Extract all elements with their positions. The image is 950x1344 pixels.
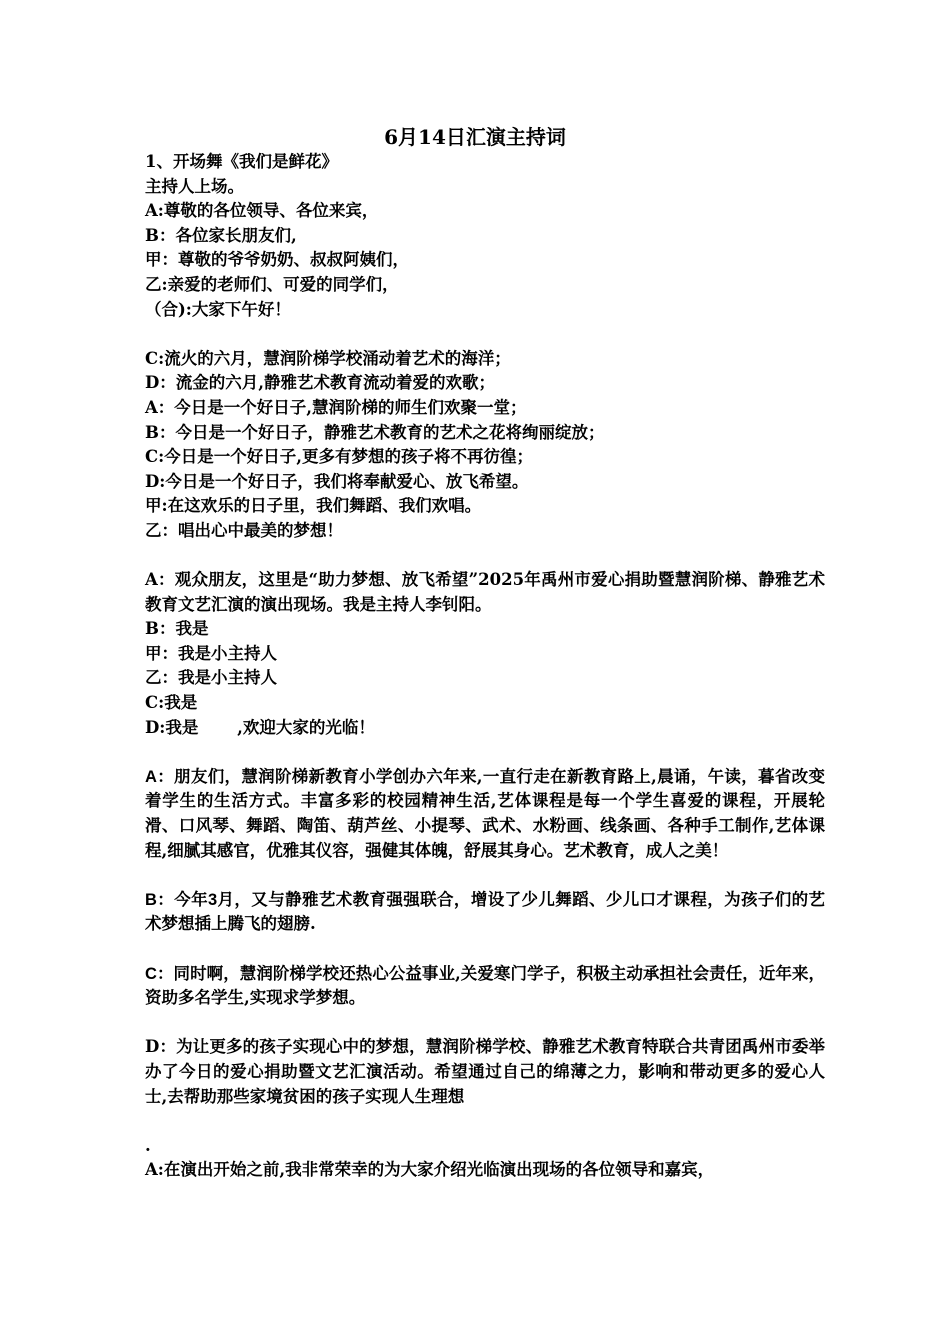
paragraph-text: ：朋友们，慧润阶梯新教育小学创办六年来,一直行走在新教育路上,晨诵，午读，暮省改变着学生的生活方式。丰富多彩的校园精神生活,艺体课程是每一个学生喜爱的课程，开展轮滑、口风琴、舞蹈、陶笛、葫芦丝、小提琴、武术、水粉画、线条画、各种手工制作,艺体课程,细腻其感官，优雅其仪容，强健其体魄，舒展其身心。艺术教育，成人之美！ — [145, 766, 825, 860]
script-paragraph — [145, 888, 825, 937]
script-line: C:今日是一个好日子,更多有梦想的孩子将不再彷徨； — [145, 447, 533, 467]
blank-line — [145, 544, 825, 569]
blank-line — [145, 937, 825, 962]
script-paragraph — [145, 765, 825, 863]
paragraph-text: 月，又与静雅艺术教育强强联合，增设了少儿舞蹈、少儿口才课程，为孩子们的艺术梦想插上腾飞的翅膀. — [145, 889, 826, 934]
script-line: B：今日是一个好日子，静雅艺术教育的艺术之花将绚丽绽放； — [145, 422, 605, 442]
script-line: 乙：唱出心中最美的梦想！ — [145, 520, 343, 540]
script-line: D:我是 ,欢迎大家的光临！ — [145, 717, 375, 737]
script-line: A:尊敬的各位领导、各位来宾， — [145, 201, 379, 221]
blank-line — [145, 322, 825, 347]
stage-direction: 主持人上场。 — [145, 176, 244, 196]
script-paragraph: A：观众朋友，这里是“助力梦想、放飞希望”2025年禹州市爱心捐助暨慧润阶梯、静雅艺术教育文艺汇演的演出现场。我是主持人李钊阳。 — [145, 570, 825, 614]
blank-line — [145, 1109, 825, 1134]
script-line: C:流火的六月，慧润阶梯学校涌动着艺术的海洋； — [145, 348, 511, 368]
speaker-label: A — [145, 767, 157, 786]
paragraph-number: 3 — [207, 890, 218, 909]
blank-line — [145, 863, 825, 888]
blank-line — [145, 740, 825, 765]
script-line: B：我是 — [145, 619, 209, 639]
script-paragraph: D：为让更多的孩子实现心中的梦想，慧润阶梯学校、静雅艺术教育特联合共青团禹州市委举办了今日的爱心捐助暨文艺汇演活动。希望通过自己的绵薄之力，影响和带动更多的爱心人士,去帮助那些家境贫困的孩子实现人生理想 — [145, 1037, 825, 1106]
paragraph-text: ：同时啊，慧润阶梯学校还热心公益事业,关爱寒门学子，积极主动承担社会责任，近年来，资助多名学生,实现求学梦想。 — [145, 963, 825, 1008]
program-item: 1、开场舞《我们是鲜花》 — [145, 152, 338, 171]
script-line: C:我是 — [145, 693, 198, 713]
paragraph-text: ：今年 — [156, 889, 208, 909]
speaker-label: C — [145, 964, 157, 983]
speaker-label: B — [145, 890, 157, 909]
script-paragraph — [145, 962, 825, 1011]
script-line: 乙:亲爱的老师们、可爱的同学们， — [145, 274, 399, 294]
script-line: D:今日是一个好日子，我们将奉献爱心、放飞希望。 — [145, 471, 529, 491]
script-line: A:在演出开始之前,我非常荣幸的为大家介绍光临演出现场的各位领导和嘉宾， — [145, 1160, 715, 1180]
script-line: （合):大家下午好！ — [145, 299, 291, 319]
script-line: 甲：我是小主持人 — [145, 643, 277, 663]
script-line: A：今日是一个好日子,慧润阶梯的师生们欢聚一堂； — [145, 397, 527, 417]
script-line: 甲：尊敬的爷爷奶奶、叔叔阿姨们， — [145, 250, 409, 270]
script-line: B：各位家长朋友们, — [145, 225, 297, 245]
dot-line: . — [145, 1135, 151, 1155]
blank-line — [145, 1011, 825, 1036]
script-line: 乙：我是小主持人 — [145, 668, 277, 688]
document-body — [145, 150, 825, 1183]
script-line: D：流金的六月,静雅艺术教育流动着爱的欢歌； — [145, 373, 496, 393]
script-line: 甲:在这欢乐的日子里，我们舞蹈、我们欢唱。 — [145, 496, 482, 516]
document-title: 6月14日汇演主持词 — [384, 125, 566, 149]
